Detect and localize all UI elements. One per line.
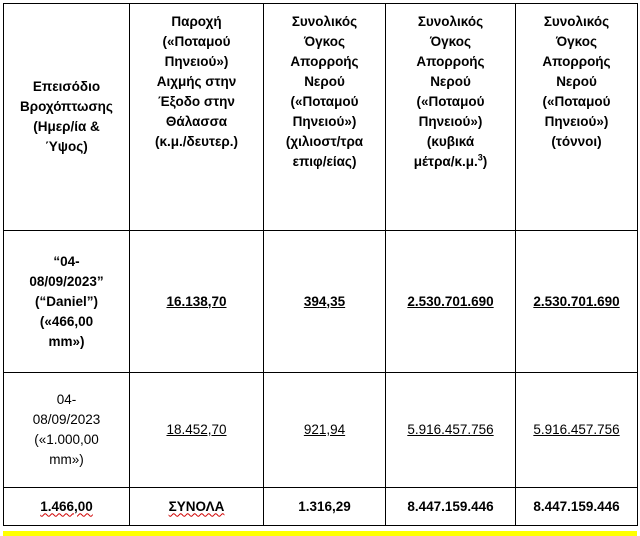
cell-total-depth: 1.316,29 xyxy=(264,488,386,526)
header-runoff-depth: Συνολικός Όγκος Απορροής Νερού («Ποταμού Πηνειού») (χιλιοστ/τρα επιφ/είας) xyxy=(264,4,386,231)
header-episode: Επεισόδιο Βροχόπτωσης (Ημερ/ία & Ύψος) xyxy=(4,4,130,231)
cell-depth: 394,35 xyxy=(264,231,386,373)
header-peak-discharge: Παροχή («Ποταμού Πηνειού») Αιχμής στην Έξοδο στην Θάλασσα (κ.μ./δευτερ.) xyxy=(130,4,264,231)
header-runoff-volume xyxy=(386,4,516,231)
cell-total-label: ΣΥΝΟΛΑ xyxy=(130,488,264,526)
highlight-strip xyxy=(3,531,637,536)
header-runoff-volume-sup: 3 xyxy=(477,152,483,163)
cell-peak: 18.452,70 xyxy=(130,373,264,488)
runoff-table xyxy=(3,3,638,526)
cell-peak: 16.138,70 xyxy=(130,231,264,373)
table-row xyxy=(4,373,638,488)
header-row xyxy=(4,4,638,231)
header-runoff-volume-text: Συνολικός Όγκος Απορροής Νερού («Ποταμού Πηνειού») (κυβικά μέτρα/κ.μ. xyxy=(413,14,485,169)
cell-episode: “04- 08/09/2023” (“Daniel”) («466,00 mm») xyxy=(4,231,130,373)
header-runoff-volume-close: ) xyxy=(482,154,488,169)
cell-volume: 2.530.701.690 xyxy=(386,231,516,373)
table-row xyxy=(4,231,638,373)
cell-tonnes: 5.916.457.756 xyxy=(516,373,638,488)
totals-row xyxy=(4,488,638,526)
cell-tonnes: 2.530.701.690 xyxy=(516,231,638,373)
cell-volume: 5.916.457.756 xyxy=(386,373,516,488)
cell-total-first: 1.466,00 xyxy=(4,488,130,526)
cell-depth: 921,94 xyxy=(264,373,386,488)
cell-total-volume: 8.447.159.446 xyxy=(386,488,516,526)
header-runoff-tonnes: Συνολικός Όγκος Απορροής Νερού («Ποταμού Πηνειού») (τόννοι) xyxy=(516,4,638,231)
cell-episode: 04- 08/09/2023 («1.000,00 mm») xyxy=(4,373,130,488)
cell-total-tonnes: 8.447.159.446 xyxy=(516,488,638,526)
